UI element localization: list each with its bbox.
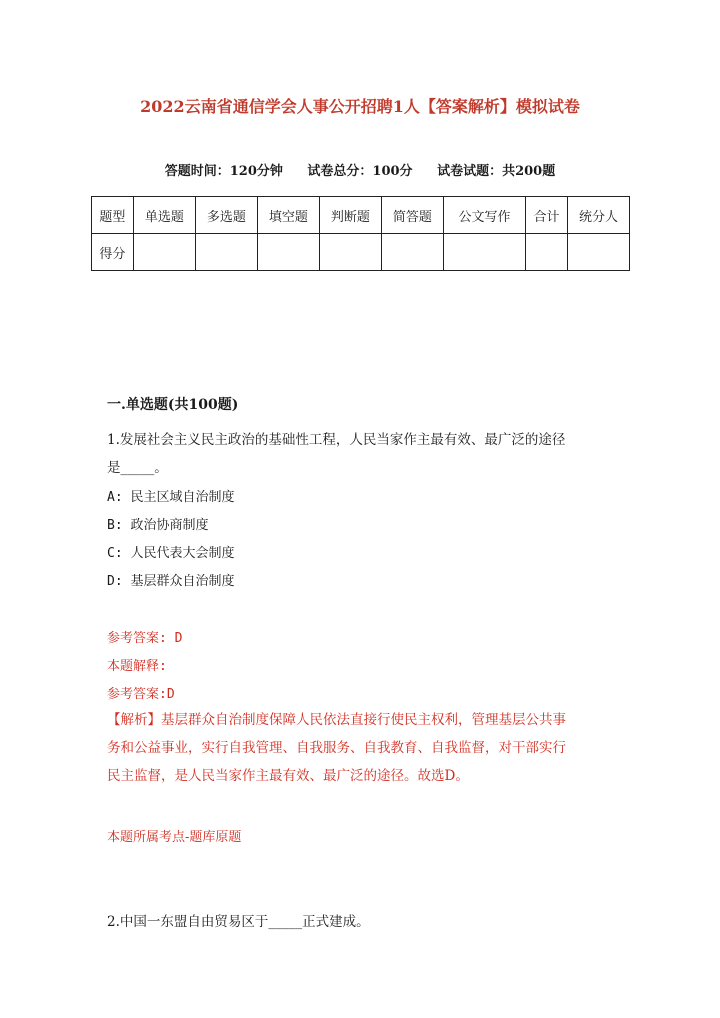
score-cell: [443, 234, 525, 271]
explanation-text: [107, 706, 617, 790]
header-cell: 判断题: [319, 197, 381, 234]
explanation-line: 务和公益事业，实行自我管理、自我服务、自我教育、自我监督，对干部实行: [107, 740, 566, 756]
question-1-text-line1: 1.发展社会主义民主政治的基础性工程，人民当家作主最有效、最广泛的途径: [107, 432, 566, 448]
explanation-line: 【解析】基层群众自治制度保障人民依法直接行使民主权利，管理基层公共事: [107, 712, 566, 728]
score-table-score-row: [92, 234, 630, 271]
header-cell: 简答题: [381, 197, 443, 234]
score-cell: [257, 234, 319, 271]
score-table-header-row: [92, 197, 630, 234]
option-a: A: 民主区域自治制度: [107, 490, 235, 505]
header-cell: 单选题: [133, 197, 195, 234]
score-cell: [195, 234, 257, 271]
page-title: 2022云南省通信学会人事公开招聘1人【答案解析】模拟试卷: [140, 97, 580, 116]
score-cell: [381, 234, 443, 271]
score-table: [91, 196, 630, 271]
header-cell: 填空题: [257, 197, 319, 234]
header-cell: 公文写作: [443, 197, 525, 234]
exam-total-score: 试卷总分：100分: [307, 164, 413, 179]
exam-meta: [0, 160, 720, 179]
score-cell: [526, 234, 568, 271]
header-cell: 多选题: [195, 197, 257, 234]
header-cell: 题型: [92, 197, 134, 234]
exam-question-count: 试卷试题：共200题: [437, 164, 556, 179]
option-b: B: 政治协商制度: [107, 518, 209, 533]
score-cell: [567, 234, 629, 271]
reference-answer-2: 参考答案:D: [107, 687, 175, 702]
topic-label: 本题所属考点-题库原题: [107, 830, 242, 845]
row-label-cell: 得分: [92, 234, 134, 271]
header-cell: 统分人: [567, 197, 629, 234]
option-d: D: 基层群众自治制度: [107, 574, 235, 589]
question-1-text-line2: 是_____。: [107, 460, 168, 476]
explanation-label: 本题解释:: [107, 659, 167, 674]
score-cell: [319, 234, 381, 271]
option-c: C: 人民代表大会制度: [107, 546, 235, 561]
exam-time: 答题时间：120分钟: [164, 164, 283, 179]
reference-answer: 参考答案: D: [107, 631, 183, 646]
section-title: 一.单选题(共100题): [107, 397, 239, 413]
question-2-text: 2.中国一东盟自由贸易区于_____正式建成。: [107, 914, 370, 930]
explanation-line: 民主监督，是人民当家作主最有效、最广泛的途径。故选D。: [107, 768, 469, 784]
header-cell: 合计: [526, 197, 568, 234]
score-cell: [133, 234, 195, 271]
